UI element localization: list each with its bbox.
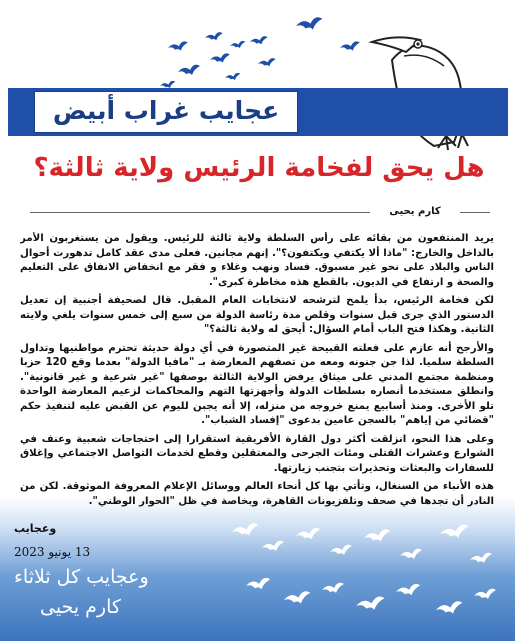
- footer-label: وعجايب: [14, 522, 57, 535]
- article-paragraph: وعلى هذا النحو، انزلقت أكثر دول القارة الأفريقية استقرارا إلى احتجاجات شعبية وعنف في الشوارع وعشرات القتلى ومئات الجرحى والمعتقلين وقطع لخدمات التواصل الاجتماعي وإغلاق للسفارات والبعثات وتحذيرات بتجنب زيارتها.: [20, 433, 494, 474]
- article-paragraph: هذه الأنباء من السنغال، وتأتي بها كل أنحاء العالم ووسائل الإعلام المعروفة الموثوقة. لكن من النادر أن تجدها في صحف وتلفزيونات القاهرة، وبخاصة في ظل "الحوار الوطني".: [20, 481, 494, 507]
- article-paragraph: يريد المنتفعون من بقائه على رأس السلطة ولاية ثالثة للرئيس. ويقول من يستغربون الأمر بالداخل والخارج: "ماذا ألا يكتفي ويكتفون؟". إنهم مجانين. فعلى مدى عقد كامل تدهورت أحوال الناس والبلاد على نحو غير مسبوق. فساد ونهب وغلاء و فقر مع انخفاض الانفاق على التعليم والصحة و ارتفاع في الديون. بالقطع هذه مخاطرة كبرى".: [20, 233, 494, 288]
- footer-author: كارم يحيى: [40, 596, 121, 618]
- article-paragraph: لكن فخامة الرئيس، بدأ يلمح لترشحه لانتخابات العام المقبل. قال لصحيفة أجنبية إن تعديل الدستور الذي جرى قبل سنوات وقلص مدة رئاسة الدولة من سبع إلى خمس سنوات يلغي ولايته الثانية. وهكذا فتح الباب أمام السؤال: أيحق له ولاية ثالثة؟": [20, 295, 494, 335]
- column-title: عجايب غراب أبيض: [52, 96, 280, 125]
- publish-date: 13 يونيو 2023: [14, 545, 91, 559]
- series-title: وعجايب كل ثلاثاء: [14, 566, 149, 588]
- article-body: [20, 232, 494, 528]
- article-paragraph: والأرجح أنه عازم على فعلته القبيحة غير المتصورة في أي دولة حديثة تحترم مواطنيها وتداول السلطة سلميا. لذا جن جنونه ومعه من تصفهم المعارضة بـ "مافيا الدولة" بعدما وقع 120 حزبا ومنظمة مجتمع المدني على ميثاق يرفض الولاية الثالثة بوصفها "غير شرعية و غير قانونية". وانطلق مستخدما أنصاره بسلطات الدولة وأجهزتها التهم والمحاكمات لزعيم المعارضة الواحدة تلو الأخرى. ومنذ أسابيع يمنع خروجه من منزله، إلا أنه يجبن لليوم عن القبض عليه لتنفيذ حكم "قضائي من إياهم" بالسجن عامين بدعوى "إفساد الشباب".: [20, 342, 494, 426]
- flying-bird-icon: [160, 17, 360, 88]
- article-headline: هل يحق لفخامة الرئيس ولاية ثالثة؟: [33, 153, 485, 183]
- author-byline: كارم يحيى: [370, 205, 460, 219]
- flying-bird-icon: [232, 523, 496, 613]
